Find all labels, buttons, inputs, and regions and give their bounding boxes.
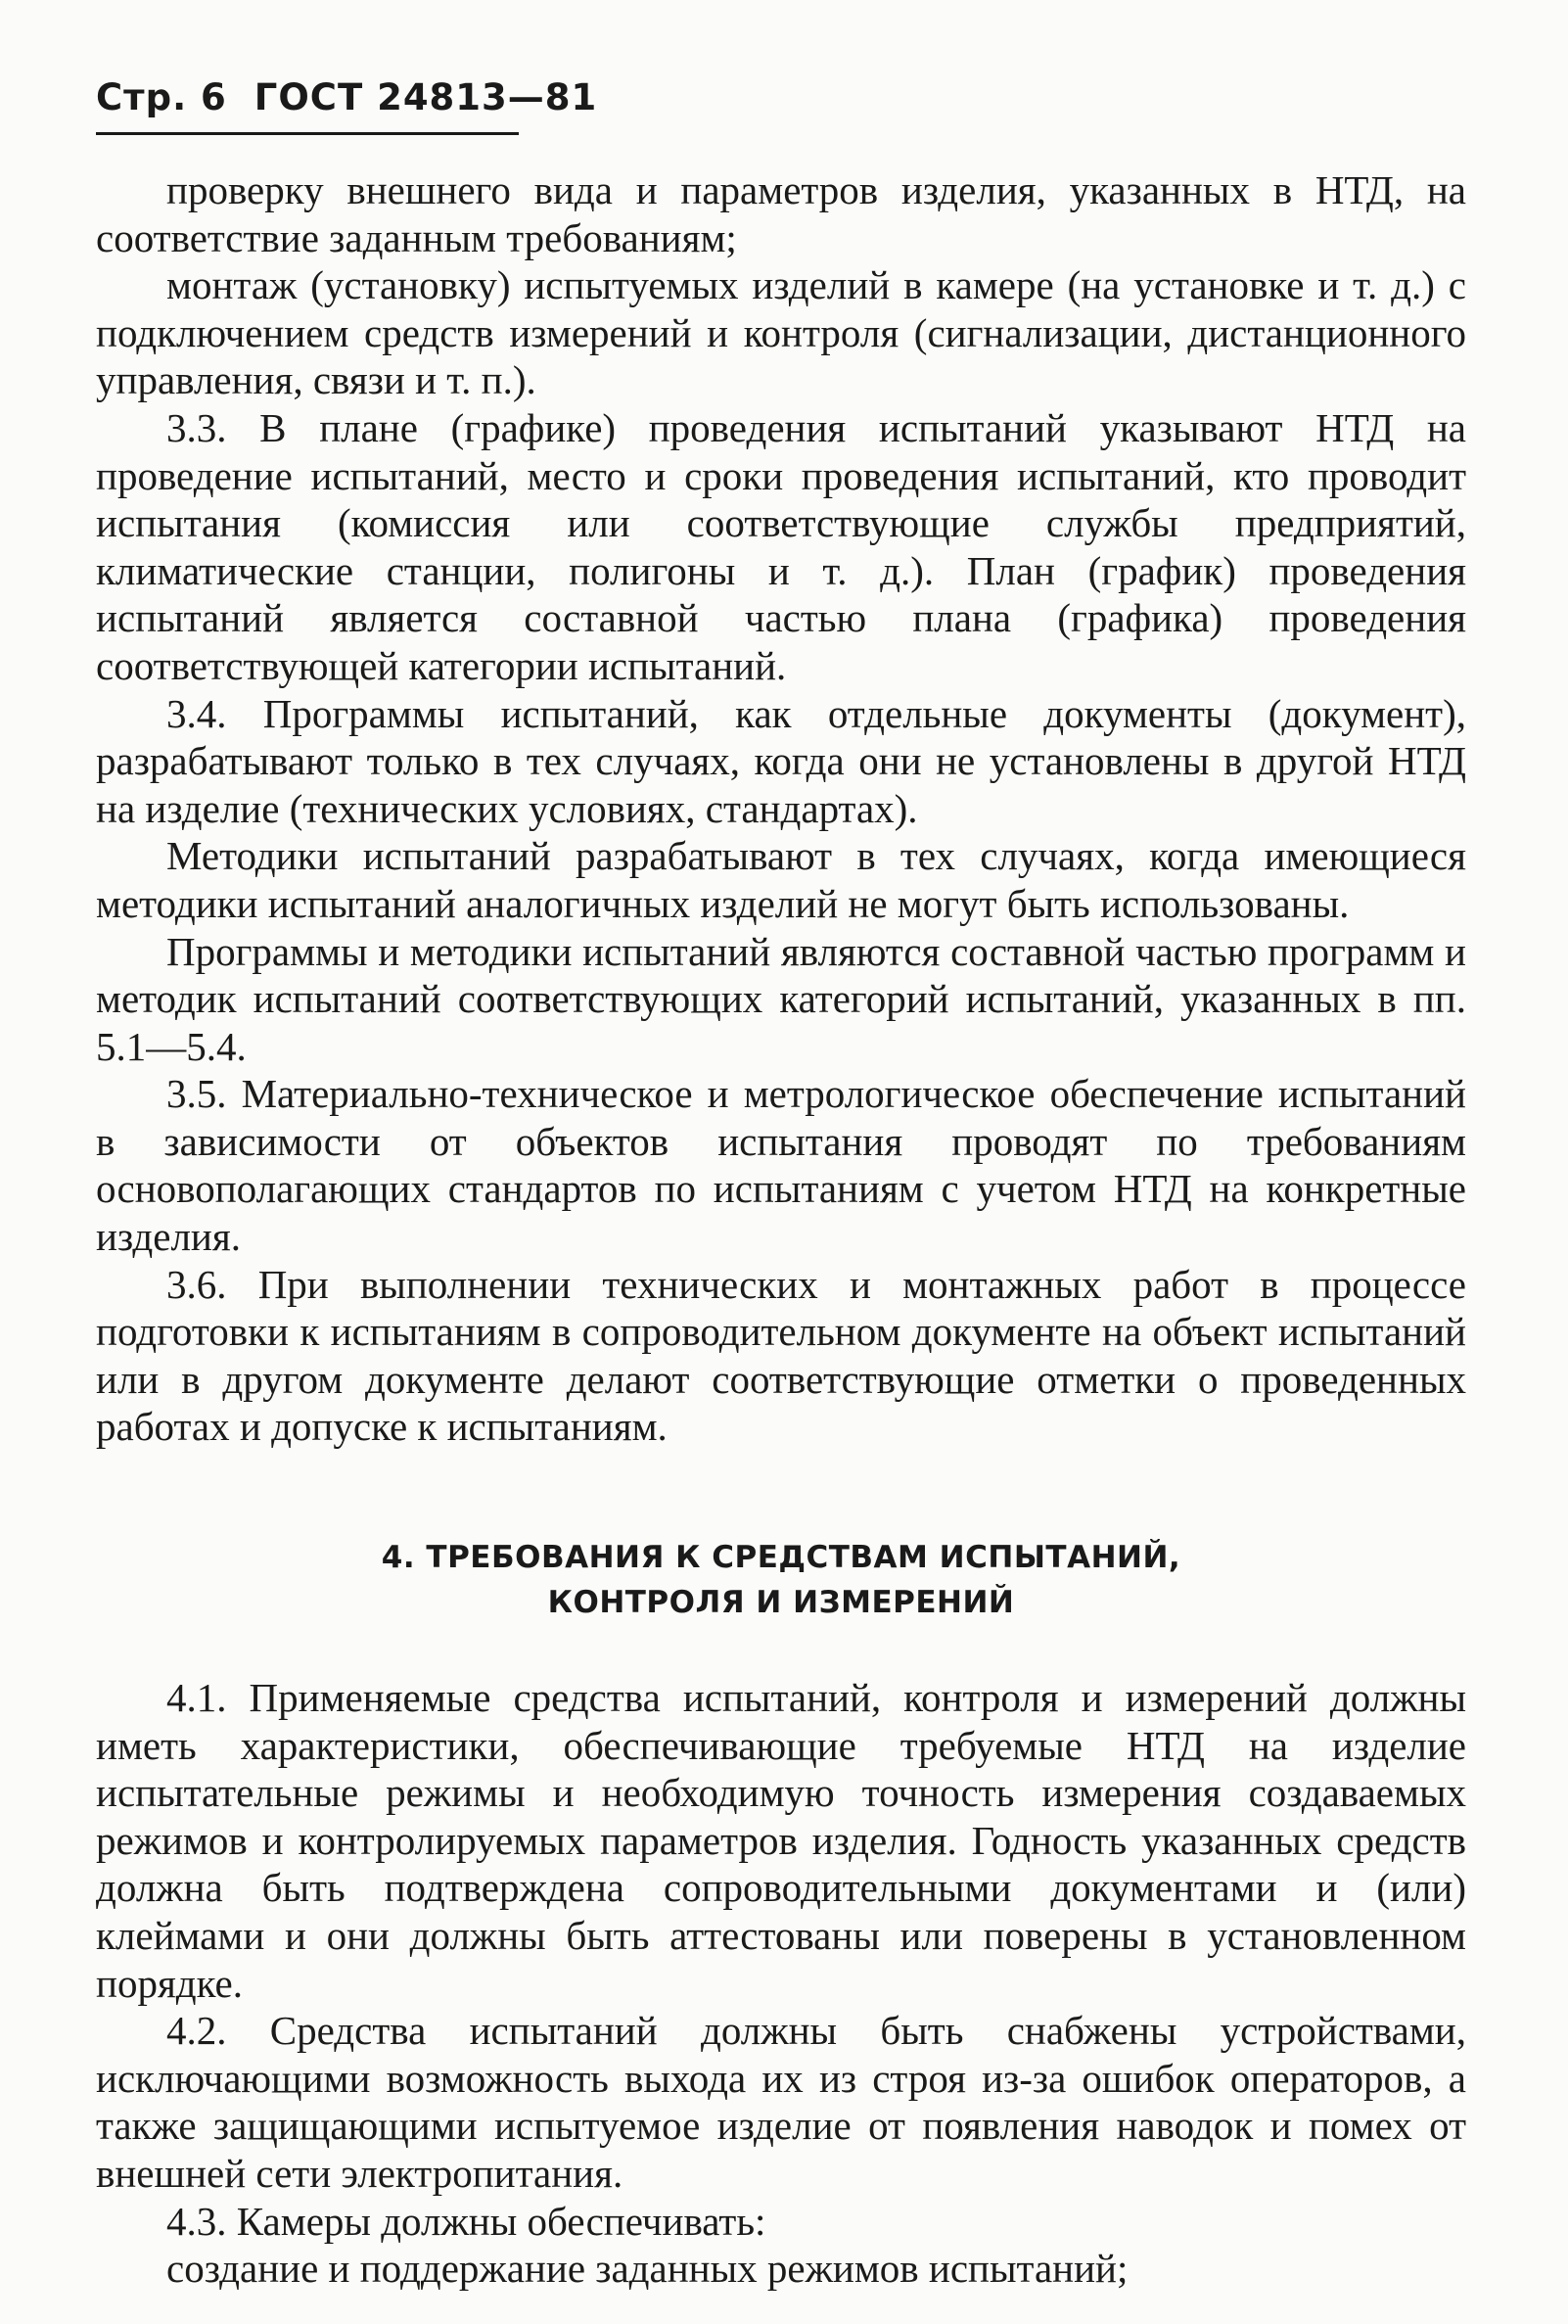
standard-designation: ГОСТ 24813—81 [254,76,598,118]
paragraph-3-4: 3.4. Программы испытаний, как отдельные документы (документ), разрабатывают только в тех случаях, когда они не установлены в другой НТД на изделие (технических условиях, стандартах). [96,690,1466,831]
section-heading-line-1: 4. ТРЕБОВАНИЯ К СРЕДСТВАМ ИСПЫТАНИЙ, [381,1540,1181,1576]
paragraph-methods: Методики испытаний разрабатывают в тех случаях, когда имеющиеся методики испытаний аналогичных изделий не могут быть использованы. [96,833,1466,926]
page-header [96,76,597,118]
paragraph-3-5: 3.5. Материально-техническое и метрологическое обеспечение испытаний в зависимости от объектов испытания проводят по требованиям основополагающих стандартов по испытаниям с учетом НТД на конкретные изделия. [96,1071,1466,1260]
paragraph-4-1: 4.1. Применяемые средства испытаний, контроля и измерений должны иметь характеристики, обеспечивающие требуемые НТД на изделие испытательные режимы и необходимую точность измерения создаваемых режимов и контролируемых параметров изделия. Годность указанных средств должна быть подтверждена сопроводительными документами и (или) клеймами и они должны быть аттестованы или поверены в установленном порядке. [96,1675,1466,2006]
document-body [96,166,1466,2293]
paragraph-3-6: 3.6. При выполнении технических и монтажных работ в процессе подготовки к испытаниям в сопроводительном документе на объект испытаний или в другом документе делают соответствующие отметки о проведенных работах и допуске к испытаниям. [96,1261,1466,1450]
paragraph-modes: создание и поддержание заданных режимов испытаний; [166,2246,1129,2292]
section-heading-line-2: КОНТРОЛЯ И ИЗМЕРЕНИЙ [547,1585,1015,1621]
paragraph-3-3: 3.3. В плане (графике) проведения испытаний указывают НТД на проведение испытаний, место и сроки проведения испытаний, кто проводит испытания (комиссия или соответствующие службы предприятий, климатические станции, полигоны и т. д.). План (график) проведения испытаний является составной частью плана (графика) проведения соответствующей категории испытаний. [96,404,1466,688]
paragraph-appearance-check: проверку внешнего вида и параметров изделия, указанных в НТД, на соответствие заданным требованиям; [96,167,1466,260]
header-rule [96,132,519,135]
paragraph-4-2: 4.2. Средства испытаний должны быть снабжены устройствами, исключающими возможность выхода их из строя из-за ошибок операторов, а также защищающими испытуемое изделие от появления наводок и помех от внешней сети электропитания. [96,2008,1466,2196]
page-number: Стр. 6 [96,76,227,118]
paragraph-mounting: монтаж (установку) испытуемых изделий в камере (на установке и т. д.) с подключением средств измерений и контроля (сигнализации, дистанционного управления, связи и т. п.). [96,262,1466,403]
paragraph-programs: Программы и методики испытаний являются составной частью программ и методик испытаний соответствующих категорий испытаний, указанных в пп. 5.1—5.4. [96,928,1466,1069]
paragraph-4-3: 4.3. Камеры должны обеспечивать: [166,2198,766,2244]
section-4-heading [96,1535,1466,1625]
